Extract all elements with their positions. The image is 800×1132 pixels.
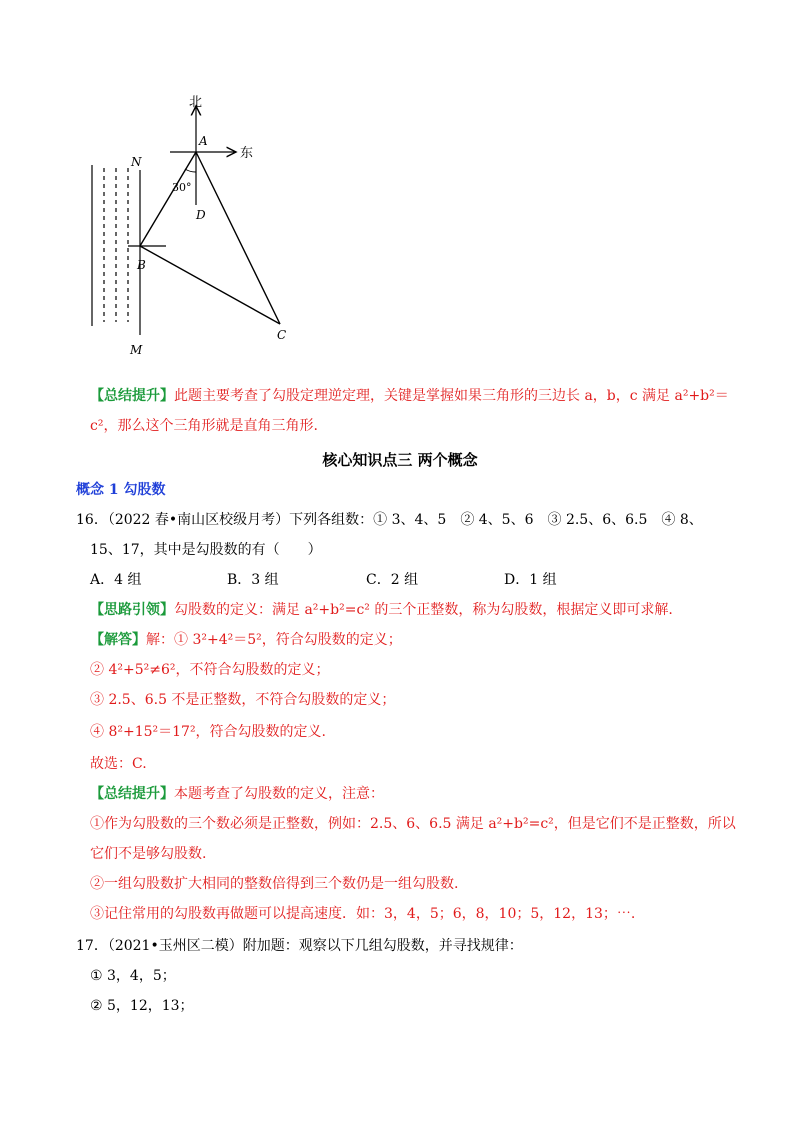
label-north: 北	[189, 95, 203, 110]
question-17-line1: 17．（2021•玉州区二模）附加题：观察以下几组勾股数，并寻找规律：	[76, 938, 523, 954]
label-N: N	[131, 155, 142, 169]
answer-line1: 解：① 3²+4²＝5²，符合勾股数的定义；	[146, 632, 402, 648]
question-16-line1: 16．（2022 春•南山区校级月考）下列各组数：① 3、4、5 ② 4、5、6 ③ 2.5、6、6.5 ④ 8、	[76, 512, 703, 528]
hint-tag: 【思路引领】	[90, 602, 174, 618]
label-angle: 30°	[172, 181, 192, 194]
option-d: D．1 组	[504, 572, 557, 588]
label-M: M	[130, 343, 143, 357]
summary-tag: 【总结提升】	[90, 388, 174, 404]
summary-text: 本题考查了勾股数的定义，注意：	[174, 786, 384, 802]
label-B: B	[137, 258, 146, 272]
summary-point1-line1: ①作为勾股数的三个数必须是正整数，例如：2.5、6、6.5 满足 a²+b²=c²，但是它们不是正整数，所以	[90, 816, 736, 832]
side-AB	[140, 152, 196, 246]
summary-tag: 【总结提升】	[90, 786, 174, 802]
summary-paragraph-1	[90, 386, 729, 406]
summary-text-line2: c²，那么这个三角形就是直角三角形.	[90, 418, 318, 434]
hint-text: 勾股数的定义：满足 a²+b²=c² 的三个正整数，称为勾股数，根据定义即可求解.	[174, 602, 673, 618]
answer-line3: ③ 2.5、6.5 不是正整数，不符合勾股数的定义；	[90, 692, 396, 708]
angle-arc	[185, 169, 196, 172]
answer-paragraph	[90, 630, 402, 650]
label-C: C	[277, 328, 287, 342]
option-a: A．4 组	[90, 572, 142, 588]
concept-heading: 概念 1 勾股数	[76, 482, 166, 498]
label-A: A	[199, 134, 208, 148]
answer-line2: ② 4²+5²≠6²，不符合勾股数的定义；	[90, 662, 330, 678]
answer-line4: ④ 8²+15²＝17²，符合勾股数的定义.	[90, 724, 327, 740]
option-b: B．3 组	[227, 572, 279, 588]
summary-point2: ②一组勾股数扩大相同的整数倍得到三个数仍是一组勾股数.	[90, 876, 459, 892]
question-16-line2: 15、17，其中是勾股数的有（ ）	[90, 542, 322, 558]
summary-point3: ③记住常用的勾股数再做题可以提高速度．如：3，4，5；6，8，10；5，12，13；⋯.	[90, 906, 636, 922]
summary-text-line1: 此题主要考查了勾股定理逆定理，关键是掌握如果三角形的三边长 a，b，c 满足 a²+b²＝	[174, 388, 729, 404]
section-title: 核心知识点三 两个概念	[322, 451, 478, 469]
answer-tag: 【解答】	[90, 632, 146, 648]
summary-point1-line2: 它们不是够勾股数.	[90, 846, 207, 862]
side-BC	[140, 246, 280, 324]
side-AC	[196, 152, 280, 324]
option-c: C．2 组	[366, 572, 419, 588]
hint-paragraph	[90, 600, 673, 620]
question-17-item2: ② 5，12，13；	[90, 998, 194, 1014]
label-east: 东	[240, 146, 254, 161]
label-D: D	[196, 208, 206, 222]
answer-choice: 故选：C.	[90, 756, 147, 772]
question-17-item1: ① 3，4，5；	[90, 968, 176, 984]
direction-diagram	[0, 0, 800, 380]
summary-paragraph-2	[90, 784, 384, 804]
